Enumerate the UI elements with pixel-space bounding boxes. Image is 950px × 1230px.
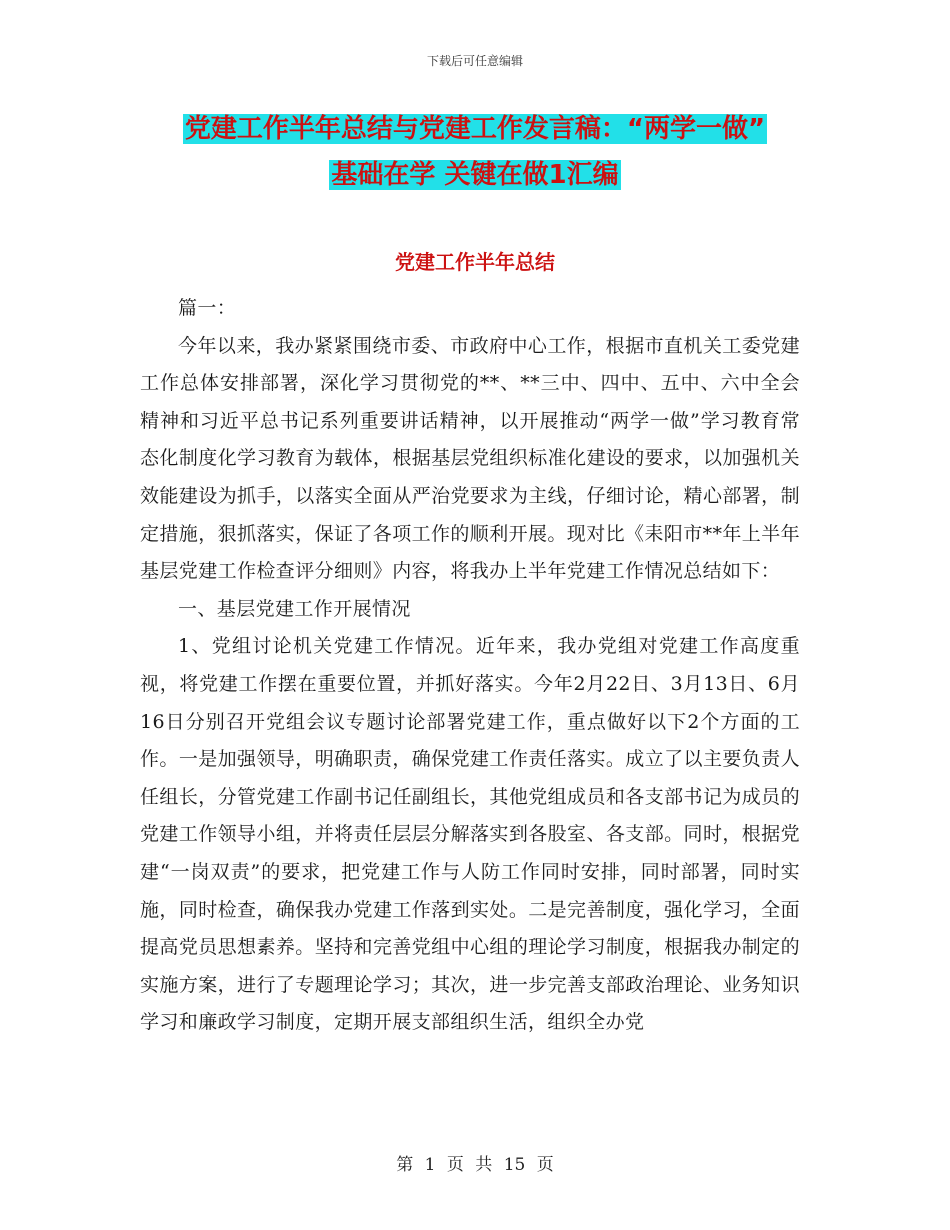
paragraph-heading: 一、基层党建工作开展情况	[178, 597, 411, 620]
document-title	[0, 106, 950, 198]
body-text	[140, 290, 800, 1042]
document-title-line1: 党建工作半年总结与党建工作发言稿：“两学一做”	[184, 114, 766, 144]
section-title: 党建工作半年总结	[395, 250, 555, 274]
page-footer: 第 1 页 共 15 页	[396, 1155, 554, 1175]
document-title-line2: 基础在学 关键在做1汇编	[331, 160, 619, 190]
paragraph-chapter-label: 篇一：	[178, 297, 237, 319]
header-note: 下载后可任意编辑	[426, 54, 523, 68]
paragraph-intro: 今年以来，我办紧紧围绕市委、市政府中心工作，根据市直机关工委党建工作总体安排部署，深化学习贯彻党的**、**三中、四中、五中、六中全会精神和习近平总书记系列重要讲话精神，以开展推动“两学一做”学习教育常态化制度化学习教育为载体，根据基层党组织标准化建设的要求，以加强机关效能建设为抓手，以落实全面从严治党要求为主线，仔细讨论，精心部署，制定措施，狠抓落实，保证了各项工作的顺利开展。现对比《耒阳市**年上半年基层党建工作检查评分细则》内容，将我办上半年党建工作情况总结如下：	[140, 334, 801, 583]
paragraph-item-1: 1、党组讨论机关党建工作情况。近年来，我办党组对党建工作高度重视，将党建工作摆在重要位置，并抓好落实。今年2月22日、3月13日、6月16日分别召开党组会议专题讨论部署党建工作，重点做好以下2个方面的工作。一是加强领导，明确职责，确保党建工作责任落实。成立了以主要负责人任组长，分管党建工作副书记任副组长，其他党组成员和各支部书记为成员的党建工作领导小组，并将责任层层分解落实到各股室、各支部。同时，根据党建“一岗双责”的要求，把党建工作与人防工作同时安排，同时部署，同时实施，同时检查，确保我办党建工作落到实处。二是完善制度，强化学习，全面提高党员思想素养。坚持和完善党组中心组的理论学习制度，根据我办制定的实施方案，进行了专题理论学习；其次，进一步完善支部政治理论、业务知识学习和廉政学习制度，定期开展支部组织生活，组织全办党	[140, 635, 800, 1034]
